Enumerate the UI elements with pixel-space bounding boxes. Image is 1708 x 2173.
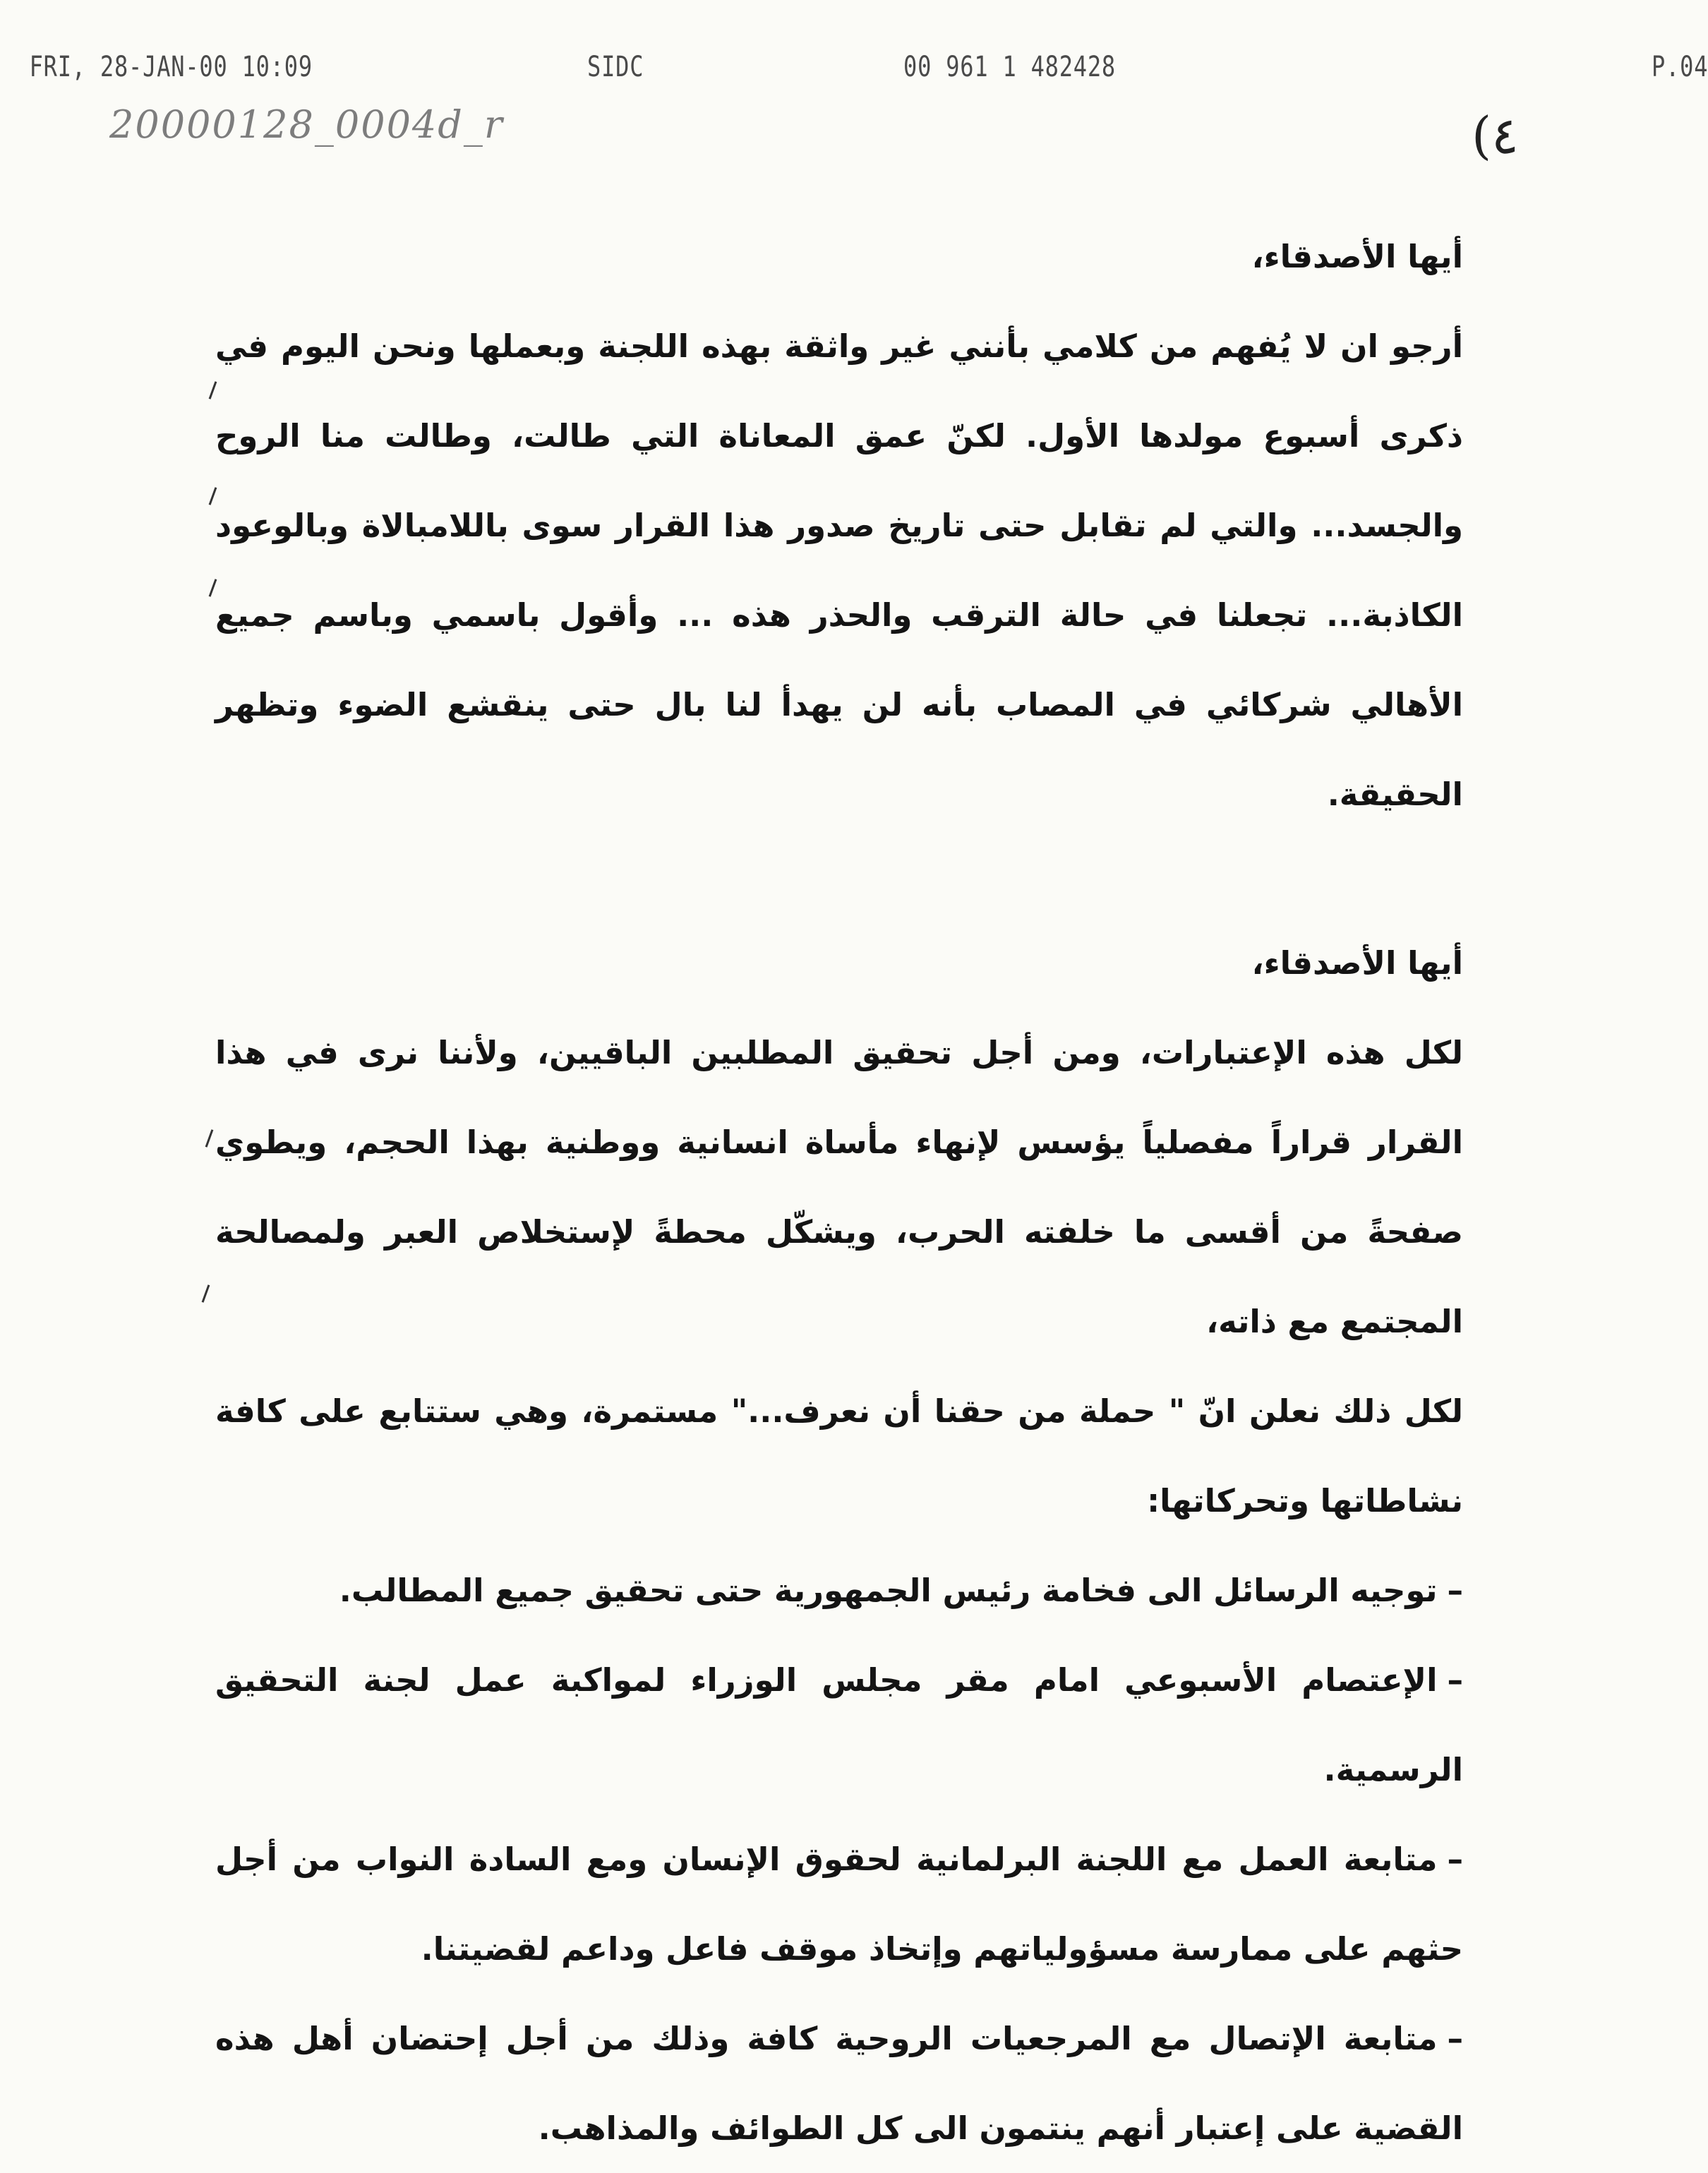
fax-page-number: P.04	[1652, 51, 1708, 83]
fax-sender-id: SIDC	[587, 51, 644, 83]
announcement: لكل ذلك نعلن انّ " حملة من حقنا أن نعرف..." مستمرة، وهي ستتابع على كافة نشاطاتها وتحركاتها:	[215, 1392, 1463, 1519]
handwritten-mark	[202, 1284, 210, 1302]
handwritten-mark	[205, 1129, 214, 1147]
list-item-text: توجيه الرسائل الى فخامة رئيس الجمهورية حتى تحقيق جميع المطالب.	[339, 1572, 1438, 1609]
list-item-text: الإعتصام الأسبوعي امام مقر مجلس الوزراء لمواكبة عمل لجنة التحقيق الرسمية.	[215, 1661, 1463, 1788]
greeting: أيها الأصدقاء،	[1251, 944, 1463, 982]
list-bullet: –	[1447, 1572, 1463, 1609]
list-item-text: متابعة العمل مع اللجنة البرلمانية لحقوق الإنسان ومع السادة النواب من أجل حثهم على ممارسة مسؤولياتهم وإتخاذ موقف فاعل وداعم لقضيتنا.	[215, 1841, 1463, 1968]
action-list	[215, 1546, 1463, 2173]
greeting: أيها الأصدقاء،	[1251, 238, 1463, 275]
list-bullet: –	[1447, 1841, 1463, 1878]
paragraph: لكل هذه الإعتبارات، ومن أجل تحقيق المطلبين الباقيين، ولأننا نرى في هذا القرار قراراً مفصلياً يؤسس لإنهاء مأساة انسانية ووطنية بهذا الحجم، ويطوي صفحةً من أقسى ما خلفته الحرب، ويشكّل محطةً لإستخلاص العبر ولمصالحة المجتمع مع ذاته،	[215, 1034, 1463, 1340]
list-item-text: متابعة الإتصال مع المرجعيات الروحية كافة وذلك من أجل إحتضان أهل هذه القضية على إعتبار أنهم ينتمون الى كل الطوائف والمذاهب.	[215, 2020, 1463, 2147]
handwritten-page-number: (٤	[1472, 106, 1519, 165]
list-bullet: –	[1447, 1661, 1463, 1699]
section-1	[215, 212, 1463, 839]
fax-phone-number: 00 961 1 482428	[903, 51, 1116, 83]
list-item	[215, 1994, 1463, 2173]
handwritten-document-id: 20000128_0004d_r	[109, 102, 504, 147]
list-item	[215, 1814, 1463, 1994]
fax-transmission-header	[0, 51, 1708, 93]
fax-datetime: FRI, 28-JAN-00 10:09	[29, 51, 313, 83]
list-item	[215, 1546, 1463, 1635]
list-item	[215, 1635, 1463, 1814]
paragraph: أرجو ان لا يُفهم من كلامي بأنني غير واثقة بهذه اللجنة وبعملها ونحن اليوم في ذكرى أسبوع مولدها الأول. لكنّ عمق المعاناة التي طالت، وطالت منا الروح والجسد... والتي لم تقابل حتى تاريخ صدور هذا القرار سوى باللامبالاة وبالوعود الكاذبة... تجعلنا في حالة الترقب والحذر هذه ... وأقول باسمي وباسم جميع الأهالي شركائي في المصاب بأنه لن يهدأ لنا بال حتى ينقشع الضوء وتظهر الحقيقة.	[215, 327, 1463, 813]
document-body	[215, 212, 1463, 2173]
list-bullet: –	[1447, 2020, 1463, 2057]
section-2	[215, 918, 1463, 2173]
